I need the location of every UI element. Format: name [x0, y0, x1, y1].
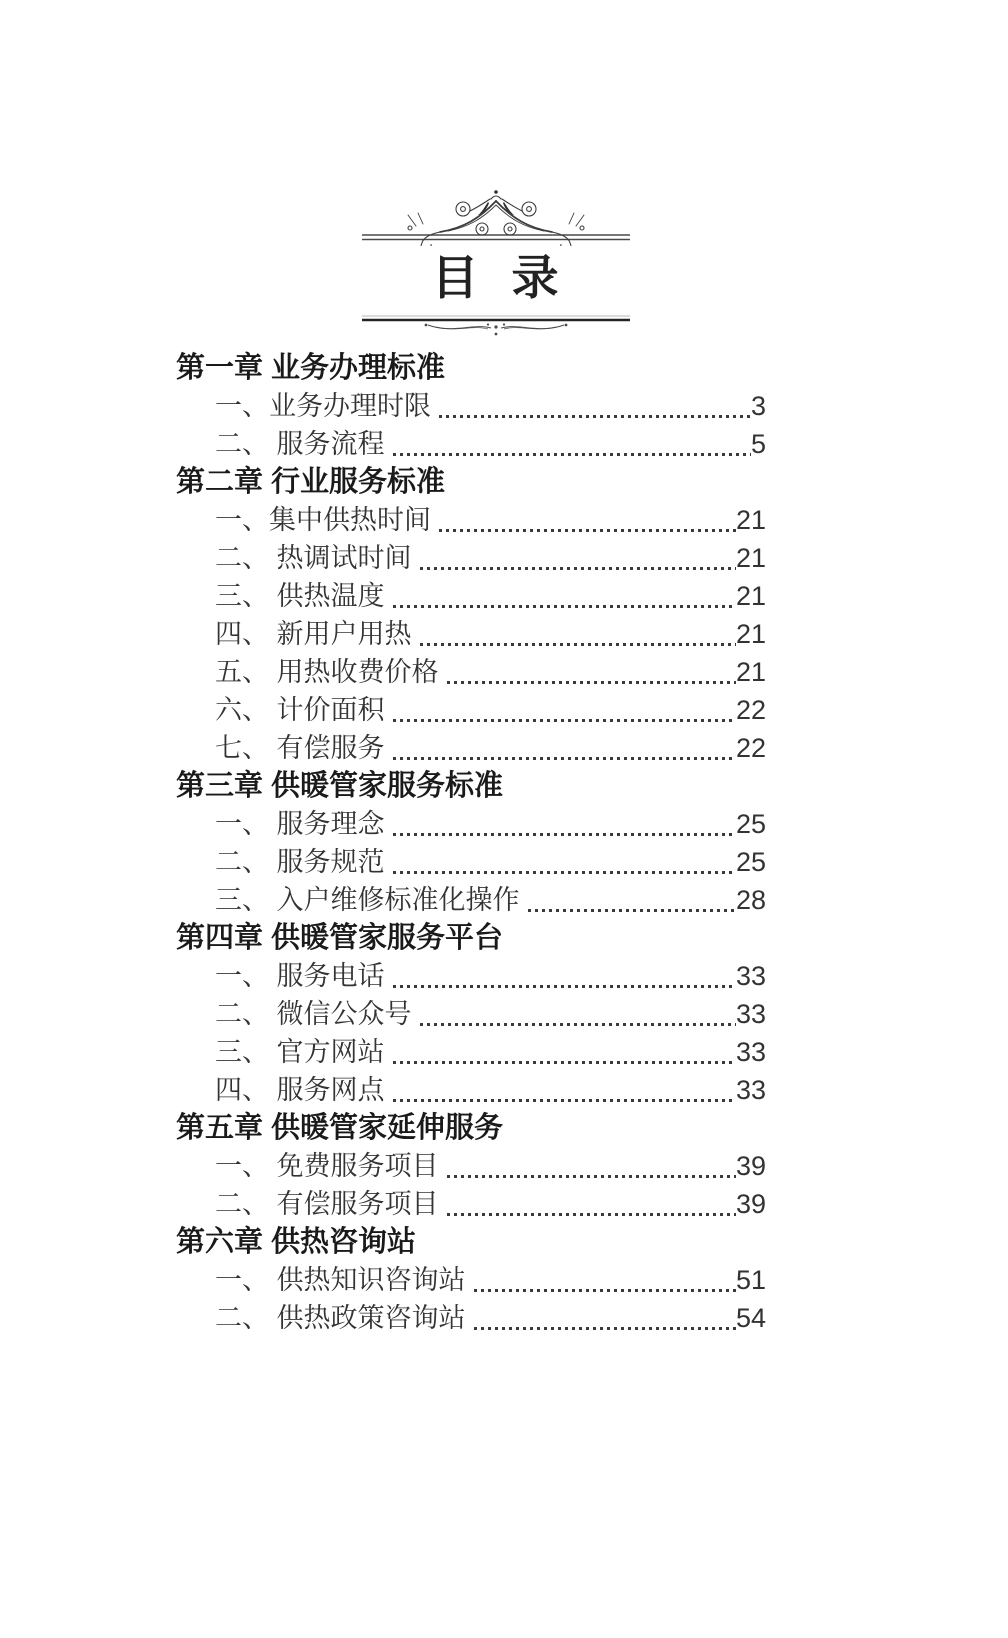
entry-page-number: 21 [735, 543, 766, 573]
entry-label: 二、 供热政策咨询站 [215, 1303, 466, 1333]
chapter-title: 第四章 供暖管家服务平台 [176, 922, 504, 954]
entry-label: 三、 供热温度 [215, 581, 385, 611]
toc-entry[interactable] [176, 1299, 766, 1337]
toc-entry[interactable] [176, 577, 766, 615]
entry-label: 一、集中供热时间 [215, 505, 431, 535]
entry-label: 二、 有偿服务项目 [215, 1189, 439, 1219]
entry-page-number: 22 [735, 695, 766, 725]
entry-label: 七、 有偿服务 [215, 733, 385, 763]
entry-label: 五、 用热收费价格 [215, 657, 439, 687]
flourish-ornament-top-icon [360, 188, 632, 246]
entry-label: 一、 服务电话 [215, 961, 385, 991]
entry-page-number: 25 [735, 809, 766, 839]
toc-entry[interactable] [176, 539, 766, 577]
dot-leader [528, 909, 736, 912]
entry-page-number: 39 [735, 1189, 766, 1219]
toc-entry[interactable] [176, 729, 766, 767]
toc-entry[interactable] [176, 843, 766, 881]
toc-entry[interactable] [176, 1033, 766, 1071]
chapter-title: 第六章 供热咨询站 [176, 1226, 417, 1258]
entry-label: 一、 供热知识咨询站 [215, 1265, 466, 1295]
toc-entry[interactable] [176, 425, 766, 463]
entry-page-number: 25 [735, 847, 766, 877]
dot-leader [393, 453, 751, 456]
dot-leader [393, 1099, 736, 1102]
dot-leader [393, 1061, 736, 1064]
dot-leader [447, 1213, 736, 1216]
table-of-contents [176, 349, 766, 1337]
dot-leader [393, 757, 736, 760]
toc-entry[interactable] [176, 615, 766, 653]
dot-leader [439, 415, 751, 418]
toc-entry[interactable] [176, 805, 766, 843]
entry-page-number: 21 [735, 619, 766, 649]
toc-entry[interactable] [176, 995, 766, 1033]
flourish-ornament-bottom-icon [360, 314, 632, 340]
entry-page-number: 3 [750, 391, 766, 421]
entry-label: 二、 服务流程 [215, 429, 385, 459]
entry-page-number: 33 [735, 1037, 766, 1067]
entry-page-number: 39 [735, 1151, 766, 1181]
entry-page-number: 22 [735, 733, 766, 763]
dot-leader [393, 985, 736, 988]
entry-label: 一、业务办理时限 [215, 391, 431, 421]
toc-entry[interactable] [176, 1071, 766, 1109]
entry-page-number: 33 [735, 1075, 766, 1105]
entry-page-number: 28 [735, 885, 766, 915]
entry-page-number: 33 [735, 999, 766, 1029]
entry-label: 四、 服务网点 [215, 1075, 385, 1105]
entry-page-number: 51 [735, 1265, 766, 1295]
toc-header [360, 188, 632, 340]
dot-leader [393, 719, 736, 722]
dot-leader [420, 1023, 736, 1026]
entry-label: 三、 官方网站 [215, 1037, 385, 1067]
dot-leader [447, 681, 736, 684]
dot-leader [439, 529, 736, 532]
dot-leader [474, 1289, 736, 1292]
entry-label: 六、 计价面积 [215, 695, 385, 725]
entry-page-number: 33 [735, 961, 766, 991]
dot-leader [420, 567, 736, 570]
toc-entry[interactable] [176, 501, 766, 539]
toc-entry[interactable] [176, 1261, 766, 1299]
chapter-title: 第三章 供暖管家服务标准 [176, 770, 504, 802]
entry-label: 二、 服务规范 [215, 847, 385, 877]
dot-leader [447, 1175, 736, 1178]
chapter-title: 第一章 业务办理标准 [176, 352, 446, 384]
entry-page-number: 21 [735, 657, 766, 687]
entry-page-number: 5 [750, 429, 766, 459]
toc-entry[interactable] [176, 1185, 766, 1223]
entry-page-number: 54 [735, 1303, 766, 1333]
toc-entry[interactable] [176, 881, 766, 919]
dot-leader [420, 643, 736, 646]
entry-label: 二、 热调试时间 [215, 543, 412, 573]
chapter-title: 第五章 供暖管家延伸服务 [176, 1112, 504, 1144]
chapter-title: 第二章 行业服务标准 [176, 466, 446, 498]
toc-entry[interactable] [176, 1147, 766, 1185]
toc-entry[interactable] [176, 653, 766, 691]
dot-leader [393, 833, 736, 836]
entry-label: 三、 入户维修标准化操作 [215, 885, 520, 915]
toc-entry[interactable] [176, 957, 766, 995]
entry-label: 一、 免费服务项目 [215, 1151, 439, 1181]
entry-label: 四、 新用户用热 [215, 619, 412, 649]
dot-leader [474, 1327, 736, 1330]
page-title: 目 录 [431, 251, 561, 304]
entry-label: 一、 服务理念 [215, 809, 385, 839]
entry-page-number: 21 [735, 581, 766, 611]
toc-entry[interactable] [176, 691, 766, 729]
entry-page-number: 21 [735, 505, 766, 535]
dot-leader [393, 605, 736, 608]
toc-entry[interactable] [176, 387, 766, 425]
dot-leader [393, 871, 736, 874]
entry-label: 二、 微信公众号 [215, 999, 412, 1029]
